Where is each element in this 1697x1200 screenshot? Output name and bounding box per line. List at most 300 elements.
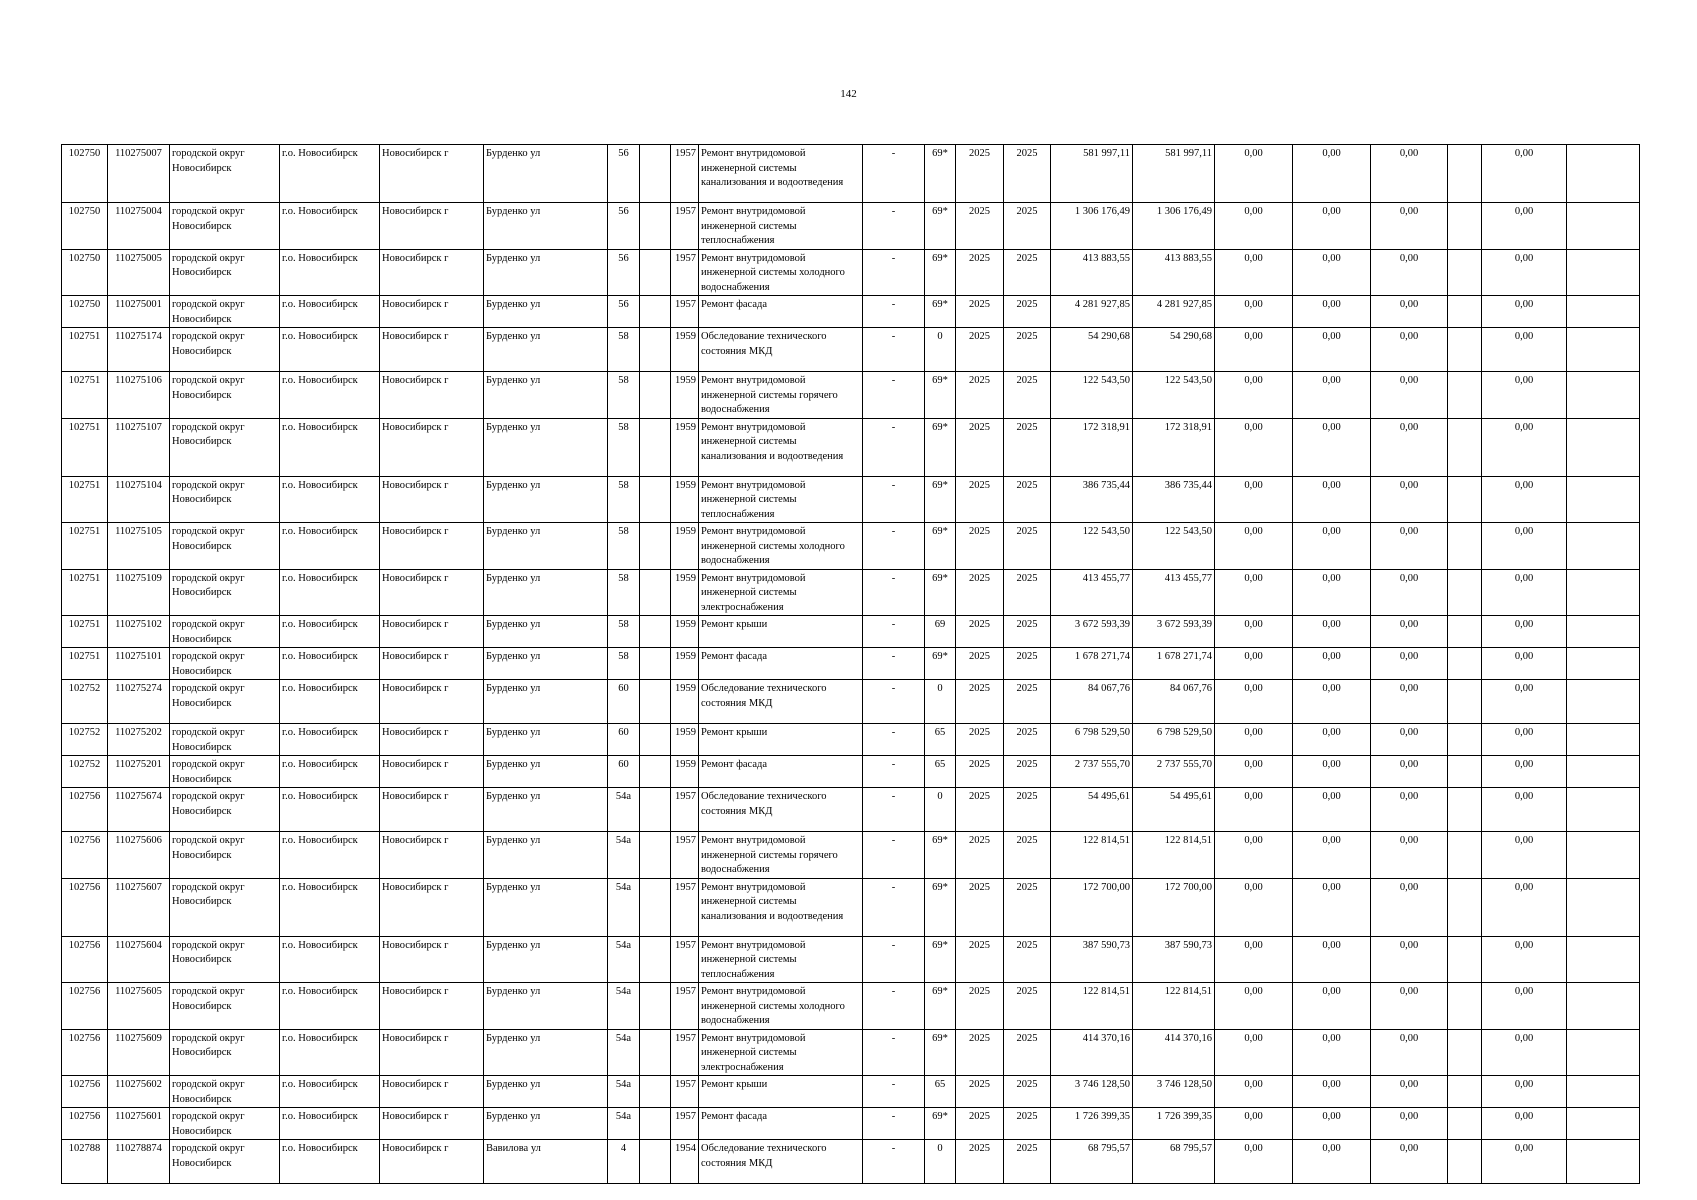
cell-owners-funds: 0,00	[1482, 788, 1567, 832]
cell-budget-local: 0,00	[1371, 328, 1448, 372]
table-row	[62, 616, 1640, 648]
cell-year-start: 2025	[956, 418, 1004, 476]
cell-work-type: Ремонт внутридомовой инженерной системы теплоснабжения	[699, 936, 863, 983]
cell-budget-regional: 0,00	[1293, 569, 1371, 616]
table-row	[62, 476, 1640, 523]
cell-street: Бурденко ул	[484, 145, 608, 203]
cell-municipality: городской округ Новосибирск	[170, 418, 280, 476]
cell-wear-percent: 0	[925, 788, 956, 832]
cell-unit: -	[863, 788, 925, 832]
cell-unit: -	[863, 418, 925, 476]
cell-settlement: Новосибирск г	[380, 724, 484, 756]
cell-unit: -	[863, 203, 925, 250]
cell-owners-funds: 0,00	[1482, 1029, 1567, 1076]
cell-work-id: 110275102	[108, 616, 170, 648]
cell-budget-regional: 0,00	[1293, 328, 1371, 372]
cell-budget-regional: 0,00	[1293, 476, 1371, 523]
cell-year-end: 2025	[1004, 145, 1051, 203]
cell-work-type: Ремонт внутридомовой инженерной системы электроснабжения	[699, 1029, 863, 1076]
cell-work-id: 110275107	[108, 418, 170, 476]
table-row	[62, 569, 1640, 616]
cell-year-end: 2025	[1004, 756, 1051, 788]
cell-municipality: городской округ Новосибирск	[170, 648, 280, 680]
cell-settlement: Новосибирск г	[380, 648, 484, 680]
cell-house-number: 54а	[608, 878, 640, 936]
cell-budget-local: 0,00	[1371, 1140, 1448, 1184]
cell-program-id: 102756	[62, 1076, 108, 1108]
cell-note	[1567, 756, 1640, 788]
cell-year-start: 2025	[956, 372, 1004, 419]
cell-owners-funds: 0,00	[1482, 680, 1567, 724]
cell-total-cost: 387 590,73	[1051, 936, 1133, 983]
cell-fund-cost: 1 306 176,49	[1133, 203, 1215, 250]
cell-house-number: 56	[608, 145, 640, 203]
cell-note	[1567, 878, 1640, 936]
cell-budget-federal: 0,00	[1215, 145, 1293, 203]
cell-owners-funds: 0,00	[1482, 418, 1567, 476]
cell-work-type: Ремонт фасада	[699, 1108, 863, 1140]
cell-owners-funds: 0,00	[1482, 936, 1567, 983]
cell-budget-local: 0,00	[1371, 1076, 1448, 1108]
cell-budget-federal: 0,00	[1215, 203, 1293, 250]
cell-year-built: 1957	[671, 936, 699, 983]
cell-year-end: 2025	[1004, 296, 1051, 328]
cell-city-district: г.о. Новосибирск	[280, 1108, 380, 1140]
cell-work-id: 110278874	[108, 1140, 170, 1184]
cell-note	[1567, 203, 1640, 250]
cell-work-id: 110275274	[108, 680, 170, 724]
cell-wear-percent: 69*	[925, 372, 956, 419]
cell-budget-regional: 0,00	[1293, 523, 1371, 570]
cell-owners-funds: 0,00	[1482, 523, 1567, 570]
cell-year-end: 2025	[1004, 788, 1051, 832]
cell-fund-cost: 581 997,11	[1133, 145, 1215, 203]
cell-settlement: Новосибирск г	[380, 1140, 484, 1184]
cell-program-id: 102750	[62, 296, 108, 328]
cell-municipality: городской округ Новосибирск	[170, 203, 280, 250]
cell-settlement: Новосибирск г	[380, 832, 484, 879]
cell-year-end: 2025	[1004, 936, 1051, 983]
cell-work-id: 110275601	[108, 1108, 170, 1140]
cell-year-end: 2025	[1004, 616, 1051, 648]
cell-year-end: 2025	[1004, 680, 1051, 724]
cell-program-id: 102756	[62, 983, 108, 1030]
cell-work-type: Обследование технического состояния МКД	[699, 1140, 863, 1184]
cell-extra	[1448, 476, 1482, 523]
cell-budget-regional: 0,00	[1293, 1029, 1371, 1076]
cell-city-district: г.о. Новосибирск	[280, 476, 380, 523]
cell-year-end: 2025	[1004, 328, 1051, 372]
cell-municipality: городской округ Новосибирск	[170, 249, 280, 296]
table-row	[62, 418, 1640, 476]
cell-settlement: Новосибирск г	[380, 523, 484, 570]
cell-fund-cost: 68 795,57	[1133, 1140, 1215, 1184]
cell-unit: -	[863, 1029, 925, 1076]
cell-work-type: Ремонт крыши	[699, 1076, 863, 1108]
cell-work-type: Ремонт внутридомовой инженерной системы горячего водоснабжения	[699, 372, 863, 419]
cell-settlement: Новосибирск г	[380, 145, 484, 203]
cell-municipality: городской округ Новосибирск	[170, 1029, 280, 1076]
cell-building	[640, 372, 671, 419]
cell-note	[1567, 616, 1640, 648]
cell-note	[1567, 296, 1640, 328]
cell-municipality: городской округ Новосибирск	[170, 296, 280, 328]
cell-work-id: 110275101	[108, 648, 170, 680]
cell-building	[640, 878, 671, 936]
cell-city-district: г.о. Новосибирск	[280, 145, 380, 203]
cell-building	[640, 616, 671, 648]
cell-extra	[1448, 832, 1482, 879]
cell-total-cost: 1 726 399,35	[1051, 1108, 1133, 1140]
cell-municipality: городской округ Новосибирск	[170, 1140, 280, 1184]
table-row	[62, 372, 1640, 419]
cell-house-number: 54а	[608, 1029, 640, 1076]
cell-owners-funds: 0,00	[1482, 878, 1567, 936]
cell-program-id: 102756	[62, 832, 108, 879]
cell-building	[640, 249, 671, 296]
cell-year-built: 1957	[671, 1029, 699, 1076]
cell-unit: -	[863, 616, 925, 648]
cell-extra	[1448, 1140, 1482, 1184]
cell-note	[1567, 788, 1640, 832]
cell-work-type: Ремонт внутридомовой инженерной системы холодного водоснабжения	[699, 523, 863, 570]
cell-work-id: 110275604	[108, 936, 170, 983]
cell-wear-percent: 69*	[925, 648, 956, 680]
cell-settlement: Новосибирск г	[380, 296, 484, 328]
cell-owners-funds: 0,00	[1482, 983, 1567, 1030]
table-row	[62, 1108, 1640, 1140]
table-row	[62, 832, 1640, 879]
cell-wear-percent: 69*	[925, 296, 956, 328]
cell-house-number: 58	[608, 372, 640, 419]
cell-year-end: 2025	[1004, 878, 1051, 936]
cell-budget-federal: 0,00	[1215, 1029, 1293, 1076]
cell-budget-regional: 0,00	[1293, 616, 1371, 648]
cell-work-type: Обследование технического состояния МКД	[699, 788, 863, 832]
cell-work-id: 110275202	[108, 724, 170, 756]
cell-work-type: Ремонт внутридомовой инженерной системы теплоснабжения	[699, 203, 863, 250]
cell-street: Бурденко ул	[484, 203, 608, 250]
cell-municipality: городской округ Новосибирск	[170, 680, 280, 724]
cell-building	[640, 1140, 671, 1184]
cell-municipality: городской округ Новосибирск	[170, 569, 280, 616]
cell-unit: -	[863, 328, 925, 372]
table-row	[62, 145, 1640, 203]
cell-budget-federal: 0,00	[1215, 328, 1293, 372]
cell-work-type: Обследование технического состояния МКД	[699, 328, 863, 372]
cell-note	[1567, 832, 1640, 879]
cell-total-cost: 172 318,91	[1051, 418, 1133, 476]
cell-wear-percent: 69*	[925, 936, 956, 983]
cell-total-cost: 172 700,00	[1051, 878, 1133, 936]
cell-year-end: 2025	[1004, 418, 1051, 476]
cell-note	[1567, 418, 1640, 476]
cell-program-id: 102756	[62, 1029, 108, 1076]
cell-house-number: 58	[608, 569, 640, 616]
cell-budget-regional: 0,00	[1293, 372, 1371, 419]
cell-budget-federal: 0,00	[1215, 296, 1293, 328]
cell-program-id: 102751	[62, 328, 108, 372]
cell-city-district: г.о. Новосибирск	[280, 523, 380, 570]
cell-owners-funds: 0,00	[1482, 476, 1567, 523]
cell-work-type: Ремонт внутридомовой инженерной системы теплоснабжения	[699, 476, 863, 523]
cell-street: Бурденко ул	[484, 523, 608, 570]
cell-year-end: 2025	[1004, 724, 1051, 756]
cell-settlement: Новосибирск г	[380, 328, 484, 372]
cell-budget-local: 0,00	[1371, 523, 1448, 570]
cell-unit: -	[863, 145, 925, 203]
cell-work-id: 110275109	[108, 569, 170, 616]
cell-work-id: 110275609	[108, 1029, 170, 1076]
table-row	[62, 788, 1640, 832]
cell-building	[640, 328, 671, 372]
cell-extra	[1448, 328, 1482, 372]
cell-total-cost: 68 795,57	[1051, 1140, 1133, 1184]
cell-budget-regional: 0,00	[1293, 983, 1371, 1030]
cell-budget-federal: 0,00	[1215, 680, 1293, 724]
cell-work-type: Ремонт фасада	[699, 648, 863, 680]
table-row	[62, 756, 1640, 788]
cell-building	[640, 724, 671, 756]
cell-municipality: городской округ Новосибирск	[170, 1108, 280, 1140]
cell-program-id: 102751	[62, 616, 108, 648]
cell-budget-local: 0,00	[1371, 1108, 1448, 1140]
table-row	[62, 680, 1640, 724]
cell-house-number: 54а	[608, 1108, 640, 1140]
cell-building	[640, 523, 671, 570]
cell-budget-federal: 0,00	[1215, 756, 1293, 788]
cell-work-id: 110275007	[108, 145, 170, 203]
cell-budget-local: 0,00	[1371, 203, 1448, 250]
cell-budget-federal: 0,00	[1215, 788, 1293, 832]
cell-street: Бурденко ул	[484, 616, 608, 648]
cell-settlement: Новосибирск г	[380, 983, 484, 1030]
cell-work-type: Ремонт внутридомовой инженерной системы канализования и водоотведения	[699, 418, 863, 476]
cell-year-start: 2025	[956, 1140, 1004, 1184]
cell-program-id: 102751	[62, 476, 108, 523]
cell-wear-percent: 69*	[925, 878, 956, 936]
cell-fund-cost: 413 455,77	[1133, 569, 1215, 616]
cell-year-end: 2025	[1004, 1076, 1051, 1108]
cell-program-id: 102756	[62, 788, 108, 832]
cell-note	[1567, 145, 1640, 203]
cell-total-cost: 84 067,76	[1051, 680, 1133, 724]
cell-settlement: Новосибирск г	[380, 1108, 484, 1140]
cell-budget-regional: 0,00	[1293, 724, 1371, 756]
cell-city-district: г.о. Новосибирск	[280, 372, 380, 419]
cell-total-cost: 54 290,68	[1051, 328, 1133, 372]
cell-street: Бурденко ул	[484, 1076, 608, 1108]
cell-municipality: городской округ Новосибирск	[170, 523, 280, 570]
cell-total-cost: 3 746 128,50	[1051, 1076, 1133, 1108]
cell-total-cost: 122 543,50	[1051, 523, 1133, 570]
cell-extra	[1448, 648, 1482, 680]
cell-fund-cost: 122 543,50	[1133, 523, 1215, 570]
cell-city-district: г.о. Новосибирск	[280, 756, 380, 788]
cell-municipality: городской округ Новосибирск	[170, 788, 280, 832]
cell-municipality: городской округ Новосибирск	[170, 724, 280, 756]
cell-owners-funds: 0,00	[1482, 832, 1567, 879]
cell-note	[1567, 249, 1640, 296]
cell-budget-local: 0,00	[1371, 569, 1448, 616]
cell-total-cost: 122 543,50	[1051, 372, 1133, 419]
cell-house-number: 54а	[608, 983, 640, 1030]
cell-unit: -	[863, 756, 925, 788]
cell-budget-local: 0,00	[1371, 983, 1448, 1030]
cell-extra	[1448, 249, 1482, 296]
cell-program-id: 102752	[62, 756, 108, 788]
cell-settlement: Новосибирск г	[380, 788, 484, 832]
cell-extra	[1448, 724, 1482, 756]
cell-year-end: 2025	[1004, 476, 1051, 523]
cell-wear-percent: 69*	[925, 476, 956, 523]
cell-work-id: 110275104	[108, 476, 170, 523]
cell-wear-percent: 69*	[925, 832, 956, 879]
cell-year-end: 2025	[1004, 832, 1051, 879]
cell-work-type: Ремонт внутридомовой инженерной системы канализования и водоотведения	[699, 145, 863, 203]
cell-street: Вавилова ул	[484, 1140, 608, 1184]
cell-owners-funds: 0,00	[1482, 296, 1567, 328]
cell-street: Бурденко ул	[484, 328, 608, 372]
cell-city-district: г.о. Новосибирск	[280, 878, 380, 936]
cell-street: Бурденко ул	[484, 1108, 608, 1140]
cell-fund-cost: 54 495,61	[1133, 788, 1215, 832]
cell-settlement: Новосибирск г	[380, 476, 484, 523]
cell-year-end: 2025	[1004, 1029, 1051, 1076]
cell-wear-percent: 69*	[925, 203, 956, 250]
cell-unit: -	[863, 1140, 925, 1184]
cell-year-built: 1957	[671, 788, 699, 832]
cell-street: Бурденко ул	[484, 983, 608, 1030]
cell-work-type: Ремонт крыши	[699, 616, 863, 648]
cell-budget-local: 0,00	[1371, 788, 1448, 832]
cell-unit: -	[863, 983, 925, 1030]
table-row	[62, 203, 1640, 250]
cell-work-id: 110275174	[108, 328, 170, 372]
cell-settlement: Новосибирск г	[380, 203, 484, 250]
table-row	[62, 523, 1640, 570]
cell-extra	[1448, 756, 1482, 788]
cell-city-district: г.о. Новосибирск	[280, 1140, 380, 1184]
cell-fund-cost: 172 318,91	[1133, 418, 1215, 476]
cell-note	[1567, 372, 1640, 419]
cell-settlement: Новосибирск г	[380, 1029, 484, 1076]
page-number: 142	[840, 88, 857, 100]
cell-wear-percent: 69*	[925, 145, 956, 203]
cell-program-id: 102751	[62, 569, 108, 616]
cell-fund-cost: 414 370,16	[1133, 1029, 1215, 1076]
cell-municipality: городской округ Новосибирск	[170, 145, 280, 203]
cell-budget-regional: 0,00	[1293, 1076, 1371, 1108]
cell-budget-regional: 0,00	[1293, 145, 1371, 203]
cell-year-start: 2025	[956, 203, 1004, 250]
cell-budget-regional: 0,00	[1293, 788, 1371, 832]
table-body	[62, 145, 1640, 1184]
cell-street: Бурденко ул	[484, 724, 608, 756]
cell-house-number: 54а	[608, 788, 640, 832]
cell-settlement: Новосибирск г	[380, 680, 484, 724]
cell-house-number: 54а	[608, 936, 640, 983]
cell-budget-local: 0,00	[1371, 145, 1448, 203]
cell-total-cost: 414 370,16	[1051, 1029, 1133, 1076]
cell-program-id: 102756	[62, 936, 108, 983]
cell-note	[1567, 936, 1640, 983]
cell-extra	[1448, 936, 1482, 983]
cell-budget-federal: 0,00	[1215, 249, 1293, 296]
cell-budget-federal: 0,00	[1215, 523, 1293, 570]
cell-budget-regional: 0,00	[1293, 296, 1371, 328]
cell-extra	[1448, 372, 1482, 419]
cell-unit: -	[863, 569, 925, 616]
cell-house-number: 58	[608, 523, 640, 570]
cell-fund-cost: 2 737 555,70	[1133, 756, 1215, 788]
cell-extra	[1448, 788, 1482, 832]
cell-owners-funds: 0,00	[1482, 756, 1567, 788]
cell-work-id: 110275201	[108, 756, 170, 788]
cell-year-built: 1959	[671, 616, 699, 648]
cell-year-start: 2025	[956, 756, 1004, 788]
cell-year-built: 1957	[671, 832, 699, 879]
table-row	[62, 296, 1640, 328]
cell-municipality: городской округ Новосибирск	[170, 476, 280, 523]
cell-building	[640, 983, 671, 1030]
cell-year-built: 1957	[671, 296, 699, 328]
cell-work-type: Ремонт внутридомовой инженерной системы горячего водоснабжения	[699, 832, 863, 879]
cell-building	[640, 296, 671, 328]
cell-building	[640, 936, 671, 983]
table-row	[62, 1140, 1640, 1184]
cell-fund-cost: 1 726 399,35	[1133, 1108, 1215, 1140]
cell-year-start: 2025	[956, 145, 1004, 203]
cell-work-id: 110275607	[108, 878, 170, 936]
cell-fund-cost: 122 814,51	[1133, 983, 1215, 1030]
cell-settlement: Новосибирск г	[380, 878, 484, 936]
cell-fund-cost: 3 672 593,39	[1133, 616, 1215, 648]
cell-street: Бурденко ул	[484, 680, 608, 724]
cell-work-type: Ремонт внутридомовой инженерной системы канализования и водоотведения	[699, 878, 863, 936]
cell-house-number: 58	[608, 476, 640, 523]
cell-house-number: 58	[608, 648, 640, 680]
cell-owners-funds: 0,00	[1482, 648, 1567, 680]
cell-owners-funds: 0,00	[1482, 1076, 1567, 1108]
cell-municipality: городской округ Новосибирск	[170, 832, 280, 879]
cell-street: Бурденко ул	[484, 832, 608, 879]
cell-program-id: 102751	[62, 372, 108, 419]
cell-building	[640, 569, 671, 616]
cell-budget-regional: 0,00	[1293, 418, 1371, 476]
cell-extra	[1448, 418, 1482, 476]
cell-extra	[1448, 1076, 1482, 1108]
table-row	[62, 983, 1640, 1030]
cell-work-type: Ремонт крыши	[699, 724, 863, 756]
cell-unit: -	[863, 724, 925, 756]
cell-budget-local: 0,00	[1371, 418, 1448, 476]
cell-fund-cost: 386 735,44	[1133, 476, 1215, 523]
cell-total-cost: 386 735,44	[1051, 476, 1133, 523]
cell-year-start: 2025	[956, 832, 1004, 879]
cell-year-end: 2025	[1004, 1140, 1051, 1184]
cell-city-district: г.о. Новосибирск	[280, 648, 380, 680]
cell-house-number: 60	[608, 756, 640, 788]
cell-year-built: 1959	[671, 328, 699, 372]
cell-program-id: 102752	[62, 680, 108, 724]
cell-street: Бурденко ул	[484, 1029, 608, 1076]
cell-year-start: 2025	[956, 983, 1004, 1030]
cell-street: Бурденко ул	[484, 296, 608, 328]
cell-budget-regional: 0,00	[1293, 249, 1371, 296]
cell-total-cost: 3 672 593,39	[1051, 616, 1133, 648]
cell-budget-regional: 0,00	[1293, 756, 1371, 788]
